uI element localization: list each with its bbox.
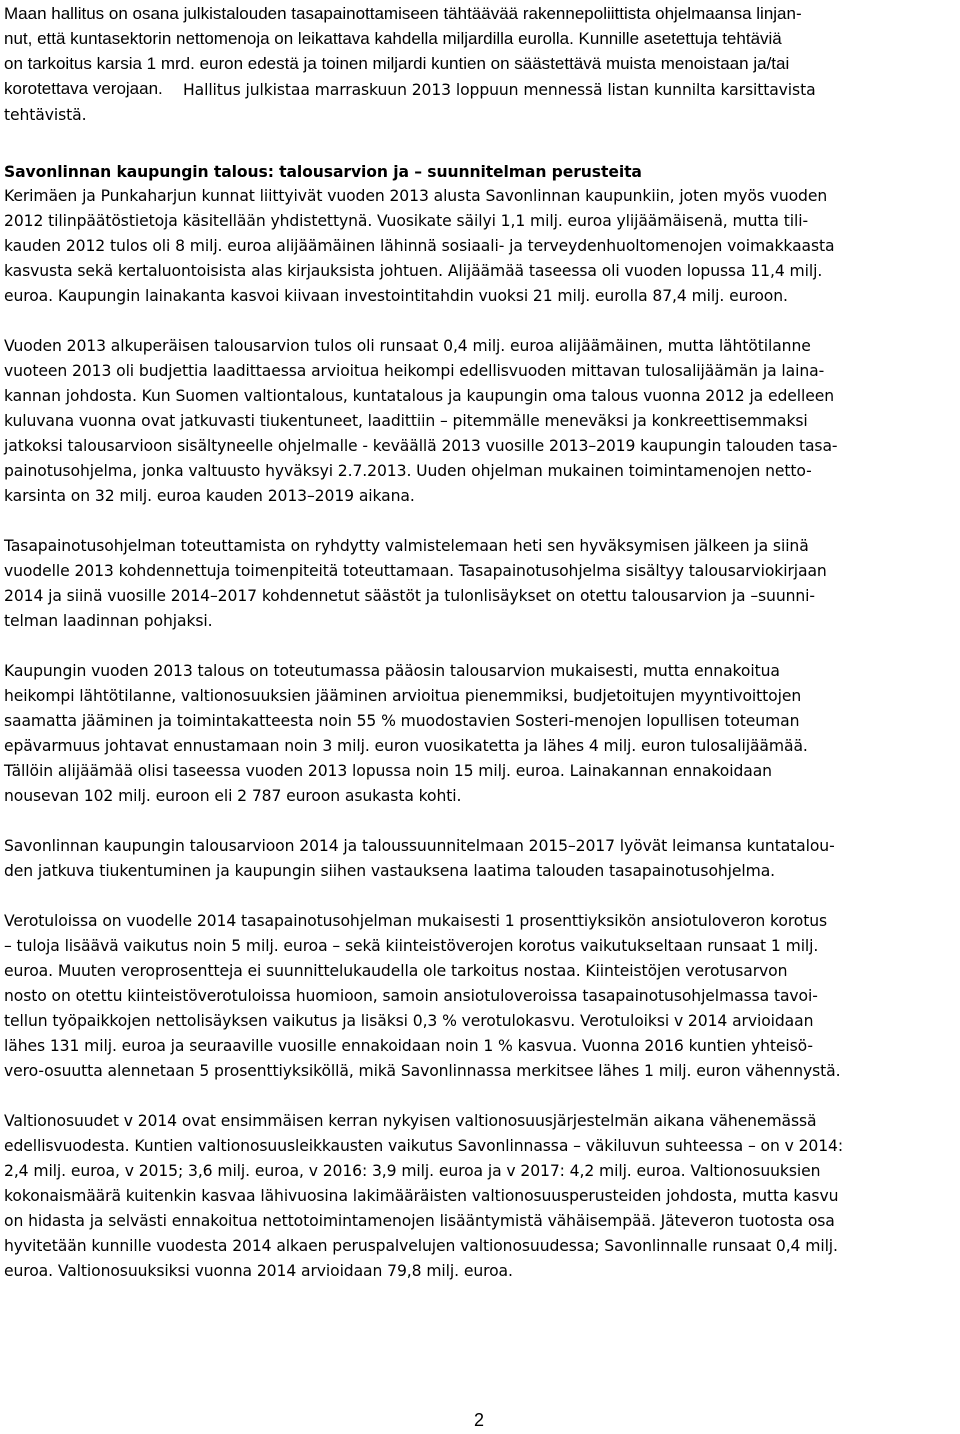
p2-line-1: Vuoden 2013 alkuperäisen talousarvion tulos oli runsaat 0,4 milj. euroa alijäämäinen, mutta lähtötilanne bbox=[4, 337, 811, 355]
p2-line-4: kuluvana vuonna ovat jatkuvasti tiukentuneet, laadittiin – pitemmälle meneväksi ja konkreettisemmaksi bbox=[4, 412, 808, 430]
p7-line-3: 2,4 milj. euroa, v 2015; 3,6 milj. euroa, v 2016: 3,9 milj. euroa ja v 2017: 4,2 milj. euroa. Valtionosuuksien bbox=[4, 1162, 821, 1180]
p4-line-3: saamatta jääminen ja toimintakatteesta noin 55 % muodostavien Sosteri-menojen lopullisen toteuman bbox=[4, 712, 800, 730]
p7-line-7: euroa. Valtionosuuksiksi vuonna 2014 arvioidaan 79,8 milj. euroa. bbox=[4, 1262, 513, 1280]
p6-line-4: nosto on otettu kiinteistöverotuloissa huomioon, samoin ansiotuloveroissa tasapainotusohjelmassa tavoi- bbox=[4, 987, 818, 1005]
intro-line-6: tehtävistä. bbox=[4, 106, 87, 124]
p1-line-2: 2012 tilinpäätöstietoja käsitellään yhdistettynä. Vuosikate säilyi 1,1 milj. euroa ylijäämäisenä, mutta tili- bbox=[4, 212, 808, 230]
p2-line-6: painotusohjelma, jonka valtuusto hyväksyi 2.7.2013. Uuden ohjelman mukainen toimintamenojen netto- bbox=[4, 462, 812, 480]
p3-line-3: 2014 ja siinä vuosille 2014–2017 kohdennetut säästöt ja tulonlisäykset on otettu talousarvion ja –suunni- bbox=[4, 587, 815, 605]
p6-line-5: tellun työpaikkojen nettolisäyksen vaikutus ja lisäksi 0,3 % verotulokasvu. Verotuloiksi v 2014 arvioidaan bbox=[4, 1012, 814, 1030]
p4-line-4: epävarmuus johtavat ennustamaan noin 3 milj. euron vuosikatetta ja lähes 4 milj. euron tulosalijäämää. bbox=[4, 737, 808, 755]
p6-line-1: Verotuloissa on vuodelle 2014 tasapainotusohjelman mukaisesti 1 prosenttiyksikön ansiotuloveron korotus bbox=[4, 912, 828, 930]
p7-line-4: kokonaismäärä kuitenkin kasvaa lähivuosina lakimääräisten valtionosuusperusteiden johdosta, mutta kasvu bbox=[4, 1187, 839, 1205]
p3-line-2: vuodelle 2013 kohdennettuja toimenpiteitä toteuttamaan. Tasapainotusohjelma sisältyy talousarviokirjaan bbox=[4, 562, 827, 580]
intro-line-2: nut, että kuntasektorin nettomenoja on leikattava kahdella miljardilla eurolla. Kunnille asetettuja tehtäviä bbox=[4, 29, 782, 48]
p6-line-7: vero-osuutta alennetaan 5 prosenttiyksiköllä, mikä Savonlinnassa merkitsee lähes 1 milj. euron vähennystä. bbox=[4, 1062, 841, 1080]
p3-line-1: Tasapainotusohjelman toteuttamista on ryhdytty valmistelemaan heti sen hyväksymisen jälkeen ja siinä bbox=[4, 537, 809, 555]
p7-line-1: Valtionosuudet v 2014 ovat ensimmäisen kerran nykyisen valtionosuusjärjestelmän aikana vähenemässä bbox=[4, 1112, 817, 1130]
intro-line-3: on tarkoitus karsia 1 mrd. euron edestä ja toinen miljardi kuntien on säästettävä muista menoistaan ja/tai bbox=[4, 54, 790, 73]
p3-line-4: telman laadinnan pohjaksi. bbox=[4, 612, 213, 630]
p6-line-6: lähes 131 milj. euroa ja seuraaville vuosille ennakoidaan noin 1 % kasvua. Vuonna 2016 kuntien yhteisö- bbox=[4, 1037, 813, 1055]
p2-line-5: jatkoksi talousarvioon sisältyneelle ohjelmalle - keväällä 2013 vuosille 2013–2019 kaupungin talouden tasa- bbox=[4, 437, 838, 455]
p4-line-5: Tällöin alijäämää olisi taseessa vuoden 2013 lopussa noin 15 milj. euroa. Lainakannan ennakoidaan bbox=[4, 762, 772, 780]
p4-line-1: Kaupungin vuoden 2013 talous on toteutumassa pääosin talousarvion mukaisesti, mutta ennakoitua bbox=[4, 662, 780, 680]
p1-line-4: kasvusta sekä kertaluontoisista alas kirjauksista johtuen. Alijäämää taseessa oli vuoden lopussa 11,4 milj. bbox=[4, 262, 823, 280]
p1-line-5: euroa. Kaupungin lainakanta kasvoi kiivaan investointitahdin vuoksi 21 milj. eurolla 87,4 milj. euroon. bbox=[4, 287, 788, 305]
section-heading: Savonlinnan kaupungin talous: talousarvion ja – suunnitelman perusteita bbox=[4, 163, 642, 181]
intro-line-4: korotettava verojaan. bbox=[4, 79, 163, 98]
p4-line-6: nousevan 102 milj. euroon eli 2 787 euroon asukasta kohti. bbox=[4, 787, 462, 805]
p6-line-3: euroa. Muuten veroprosentteja ei suunnittelukaudella ole tarkoitus nostaa. Kiinteistöjen verotusarvon bbox=[4, 962, 788, 980]
p7-line-5: on hidasta ja selvästi ennakoitua nettotoimintamenojen lisääntymistä vähäisempää. Jäteveron tuotosta osa bbox=[4, 1212, 835, 1230]
intro-line-5: Hallitus julkistaa marraskuun 2013 loppuun mennessä listan kunnilta karsittavista bbox=[183, 81, 816, 99]
p6-line-2: – tuloja lisäävä vaikutus noin 5 milj. euroa – sekä kiinteistöverojen korotus vaikutukseltaan runsaat 1 milj. bbox=[4, 937, 819, 955]
p2-line-7: karsinta on 32 milj. euroa kauden 2013–2019 aikana. bbox=[4, 487, 415, 505]
p5-line-1: Savonlinnan kaupungin talousarvioon 2014 ja taloussuunnitelmaan 2015–2017 lyövät leimansa kuntatalou- bbox=[4, 837, 835, 855]
p1-line-3: kauden 2012 tulos oli 8 milj. euroa alijäämäinen lähinnä sosiaali- ja terveydenhuoltomenojen voimakkaasta bbox=[4, 237, 835, 255]
p5-line-2: den jatkuva tiukentuminen ja kaupungin siihen vastauksena laatima talouden tasapainotusohjelma. bbox=[4, 862, 776, 880]
p7-line-2: edellisvuodesta. Kuntien valtionosuusleikkausten vaikutus Savonlinnassa – väkiluvun suhteessa – on v 2014: bbox=[4, 1137, 844, 1155]
p2-line-2: vuoteen 2013 oli budjettia laadittaessa arvioitua heikompi edellisvuoden mittavan tulosalijäämän ja laina- bbox=[4, 362, 825, 380]
p4-line-2: heikompi lähtötilanne, valtionosuuksien jääminen arvioitua pienemmiksi, budjetoitujen myyntivoittojen bbox=[4, 687, 802, 705]
page-number: 2 bbox=[474, 1410, 485, 1430]
intro-line-1: Maan hallitus on osana julkistalouden tasapainottamiseen tähtäävää rakennepoliittista ohjelmaansa linjan- bbox=[4, 4, 802, 23]
p2-line-3: kannan johdosta. Kun Suomen valtiontalous, kuntatalous ja kaupungin oma talous vuonna 2012 ja edelleen bbox=[4, 387, 835, 405]
p7-line-6: hyvitetään kunnille vuodesta 2014 alkaen peruspalvelujen valtionosuudessa; Savonlinnalle runsaat 0,4 milj. bbox=[4, 1237, 838, 1255]
p1-line-1: Kerimäen ja Punkaharjun kunnat liittyivät vuoden 2013 alusta Savonlinnan kaupunkiin, joten myös vuoden bbox=[4, 187, 828, 205]
